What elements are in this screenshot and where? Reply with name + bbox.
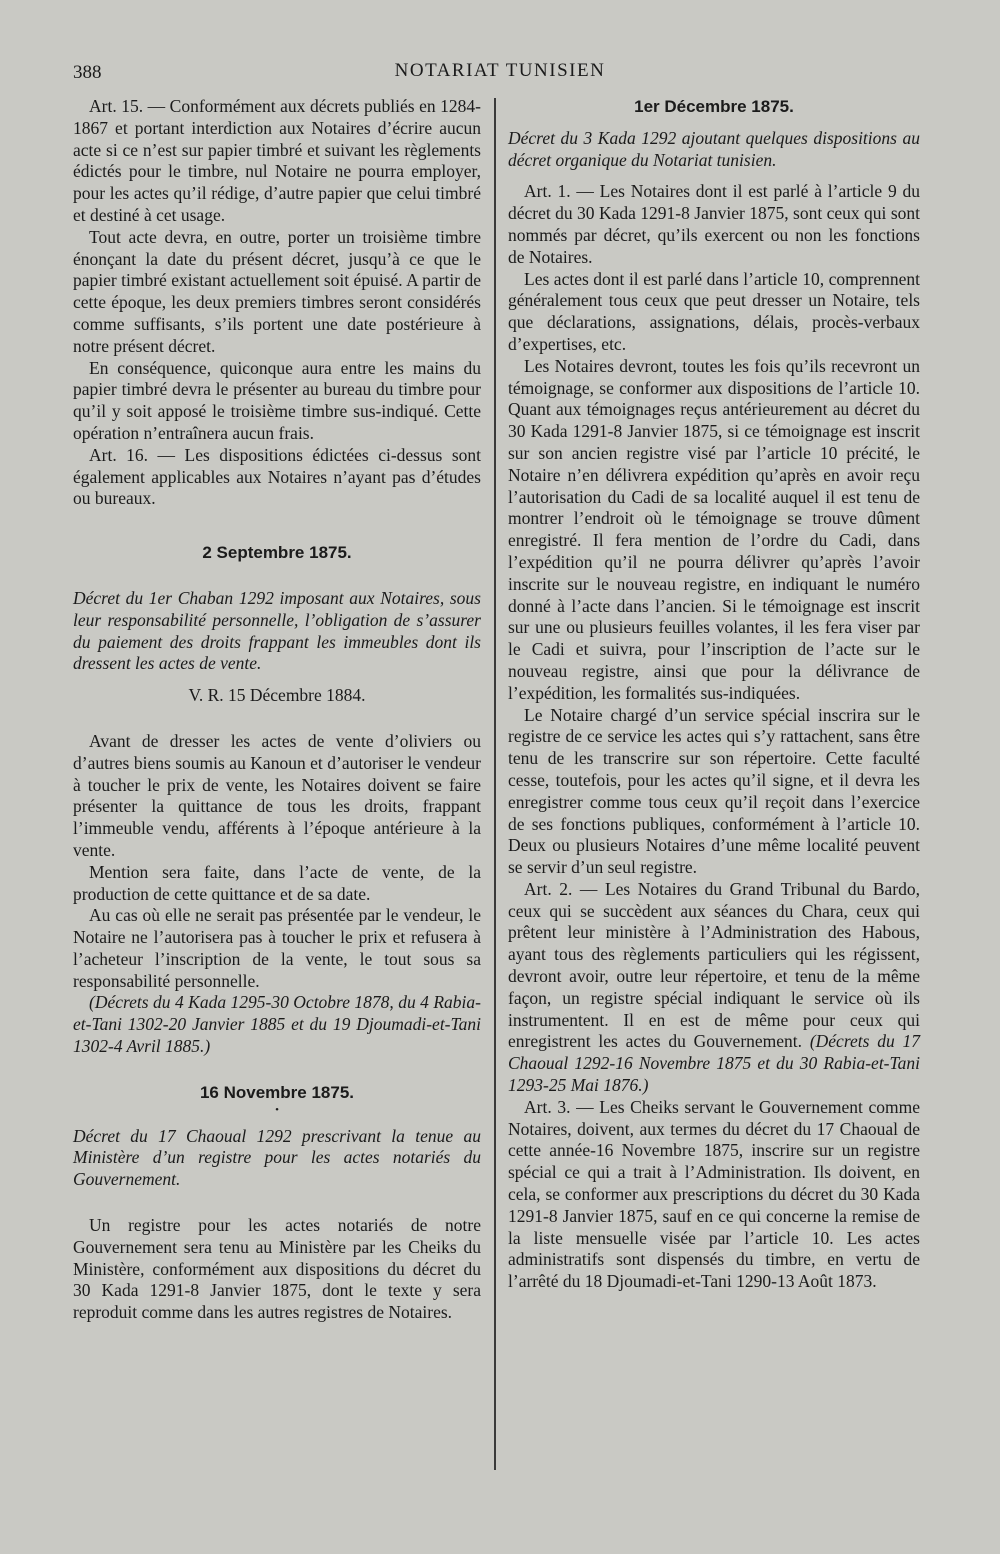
section-date-december: 1er Décembre 1875. [634,97,794,116]
section-date-september: 2 Septembre 1875. [202,543,352,563]
section-date-november: 16 Novembre 1875. [199,1082,355,1102]
right-column [508,96,920,1293]
revision-reference: V. R. 15 Décembre 1884. [188,685,366,706]
september-paragraph: Au cas où elle ne serait pas présentée par le vendeur, le Notaire ne l’autorisera pas à toucher le prix et refusera à l’acheteur l’inscription de la vente, le tout sous sa responsabilité personnelle. [73,905,481,991]
article-2-paragraph [508,879,920,1097]
article-1-paragraph: Les actes dont il est parlé dans l’article 10, comprennent généralement tous ceux que peut dresser un Notaire, tels que déclarations, assignations, délais, procès-verbaux d’expertises, etc. [508,268,920,354]
column-divider [494,98,496,1470]
running-title: NOTARIAT TUNISIEN [394,60,606,81]
decree-references: (Décrets du 4 Kada 1295-30 Octobre 1878, du 4 Rabia-et-Tani 1302-20 Janvier 1885 et du 19 Djoumadi-et-Tani 1302-4 Avril 1885.) [73,992,481,1057]
decree-heading-november: Décret du 17 Chaoual 1292 prescrivant la tenue au Ministère d’un registre pour les actes notariés du Gouvernement. [73,1125,481,1190]
page-number: 388 [73,62,102,83]
article-3-paragraph: Art. 3. — Les Cheiks servant le Gouvernement comme Notaires, doivent, aux termes du décret du 17 Chaoual de cette année-16 Novembre 1875, inscrire sur un registre spécial ce qui a trait à l’Administration. Ils doivent, en cela, se conformer aux prescriptions du décret du 30 Kada 1291-8 Janvier 1875, sauf en ce qui concerne la remise de la liste mensuelle visée par l’article 10. Les actes administratifs sont dispensés du timbre, en vertu de l’arrêté du 18 Djoumadi-et-Tani 1290-13 Août 1873. [508,1096,920,1292]
article-1-paragraph: Le Notaire chargé d’un service spécial inscrira sur le registre de ce service les actes qui s’y rattachent, sans être tenu de les transcrire sur son répertoire. Cette faculté cesse, toutefois, pour les actes qu’il signe, et il devra les enregistrer comme tous ceux qu’il reçoit dans l’exercice de ses fonctions publiques, conformément à l’article 10. Deux ou plusieurs Notaires d’une même localité peuvent se servir d’un seul registre. [508,704,920,878]
september-paragraph: Mention sera faite, dans l’acte de vente, de la production de cette quittance et de sa date. [73,861,481,904]
september-paragraph: Avant de dresser les actes de vente d’oliviers ou d’autres biens soumis au Kanoun et d’autoriser le vendeur à toucher le prix de vente, les Notaires doivent se faire présenter la quittance de tous les droits, frappant l’immeuble vendu, afférents à l’époque antérieure à la vente. [73,730,481,860]
article-1-paragraph: Les Notaires devront, toutes les fois qu’ils recevront un témoignage, se conformer aux dispositions de l’article 10. Quant aux témoignages reçus antérieurement au décret du 30 Kada 1291-8 Janvier 1875, si ce témoignage est inscrit sur son ancien registre visé par l’article 10 précité, le Notaire n’en délivrera expédition qu’après en avoir reçu l’autorisation du Cadi de sa localité auquel il est tenu de montrer l’endroit où le témoignage se trouve dûment enregistré. Il fera mention de l’ordre du Cadi, dans l’expédition qu’il ne pourra délivrer qu’après l’avoir inscrite sur le nouveau registre, en indiquant le numéro donné à l’acte dans l’ancien. Si le témoignage est inscrit sur une ou plusieurs feuilles volantes, il les fera viser par le Cadi et suivra, pour l’inscription de l’acte sur le nouveau registre, ainsi que pour la délivrance de l’expédition, les formalités sus-indiquées. [508,355,920,703]
november-paragraph: Un registre pour les actes notariés de notre Gouvernement sera tenu au Ministère par les Cheiks du Ministère, conformément aux dispositions du décret du 30 Kada 1291-8 Janvier 1875, dont le texte y sera reproduit comme dans les autres registres de Notaires. [73,1215,481,1323]
article-2-text: Art. 2. — Les Notaires du Grand Tribunal du Bardo, ceux qui se succèdent aux séances du Chara, ceux qui prêtent leur ministère à l’Administration des Habous, ayant tous des règlements particuliers qui les régissent, devront avoir, outre leur répertoire, et tenu de la même façon, un registre spécial indiquant le service où ils instrumentent. Il en est de même pour ceux qui enregistrent les actes du Gouvernement. [508,878,920,1052]
decree-heading-december: Décret du 3 Kada 1292 ajoutant quelques dispositions au décret organique du Notariat tunisien. [508,127,920,170]
ornament-mark: • [275,1103,279,1116]
article-15-paragraph: Art. 15. — Conformément aux décrets publiés en 1284-1867 et portant interdiction aux Notaires d’écrire aucun acte si ce n’est sur papier timbré et suivant les règlements édictés pour le timbre, nul Notaire ne pourra employer, pour les actes qu’il rédige, d’autre papier que celui timbré et destiné à cet usage. [73,96,481,225]
decree-heading-september: Décret du 1er Chaban 1292 imposant aux Notaires, sous leur responsabilité personnelle, l’obligation de s’assurer du paiement des droits frappant les immeubles dont ils dressent les actes de vente. [73,587,481,674]
article-15-paragraph: En conséquence, quiconque aura entre les mains du papier timbré devra le présenter au bureau du timbre pour qu’il y soit apposé le troisième timbre sus-indiqué. Cette opération n’entraînera aucun frais. [73,357,481,443]
left-column [73,96,481,1324]
article-1-paragraph: Art. 1. — Les Notaires dont il est parlé à l’article 9 du décret du 30 Kada 1291-8 Janvier 1875, sont ceux qui sont nommés par décret, qu’ils exercent ou non les fonctions de Notaires. [508,181,920,267]
article-15-paragraph: Tout acte devra, en outre, porter un troisième timbre énonçant la date du présent décret, jusqu’à ce que le papier timbré existant actuellement soit épuisé. A partir de cette époque, les deux premiers timbres seront considérés comme suffisants, s’ils portent une date postérieure à notre présent décret. [73,226,481,356]
article-16-paragraph: Art. 16. — Les dispositions édictées ci-dessus sont également applicables aux Notaires n’ayant pas d’études ou bureaux. [73,444,481,509]
article-2-references: (Décrets du 17 Chaoual 1292-16 Novembre 1875 et du 30 Rabia-et-Tani 1293-25 Mai 1876.) [508,1031,921,1096]
